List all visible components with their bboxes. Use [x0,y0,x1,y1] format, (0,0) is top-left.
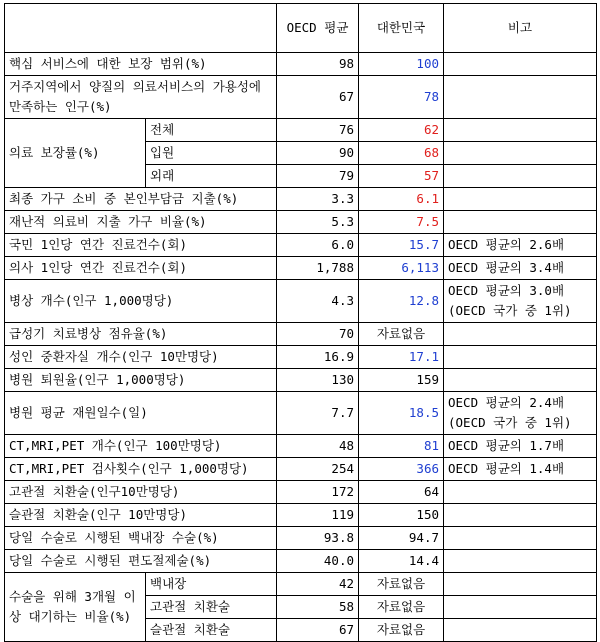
row-label: 거주지역에서 양질의 의료서비스의 가용성에 만족하는 인구(%) [5,76,277,119]
table-row [5,119,597,142]
sub-label: 외래 [146,165,277,188]
row-label: 고관절 치환술(인구10만명당) [5,481,277,504]
note-cell [444,53,597,76]
note-cell [444,323,597,346]
row-label: 병원 평균 재원일수(일) [5,392,277,435]
header-korea: 대한민국 [359,4,444,53]
note-cell [444,596,597,619]
header-row [5,4,597,53]
oecd-value: 70 [277,323,359,346]
oecd-value: 130 [277,369,359,392]
oecd-value: 7.7 [277,392,359,435]
note-cell [444,481,597,504]
table-row [5,481,597,504]
oecd-value: 4.3 [277,280,359,323]
oecd-value: 93.8 [277,527,359,550]
note-cell: OECD 평균의 1.4배 [444,458,597,481]
table-row [5,458,597,481]
row-label: 의사 1인당 연간 진료건수(회) [5,257,277,280]
korea-value: 6.1 [359,188,444,211]
table-row [5,53,597,76]
note-cell [444,142,597,165]
table-row [5,76,597,119]
row-label: 슬관절 치환술(인구 10만명당) [5,504,277,527]
note-cell [444,188,597,211]
oecd-korea-comparison-table [4,3,597,642]
oecd-value: 16.9 [277,346,359,369]
note-cell [444,527,597,550]
sub-label: 백내장 [146,573,277,596]
oecd-value: 48 [277,435,359,458]
table-row [5,211,597,234]
row-label: 병상 개수(인구 1,000명당) [5,280,277,323]
table-row [5,435,597,458]
table-row [5,188,597,211]
header-item [5,4,277,53]
table-row [5,392,597,435]
table-row [5,369,597,392]
korea-value: 78 [359,76,444,119]
note-cell: OECD 평균의 1.7배 [444,435,597,458]
row-label: 최종 가구 소비 중 본인부담금 지출(%) [5,188,277,211]
oecd-value: 58 [277,596,359,619]
oecd-value: 98 [277,53,359,76]
sub-label: 입원 [146,142,277,165]
oecd-value: 76 [277,119,359,142]
note-cell: OECD 평균의 2.6배 [444,234,597,257]
note-cell: OECD 평균의 2.4배 (OECD 국가 중 1위) [444,392,597,435]
korea-value: 100 [359,53,444,76]
note-cell [444,211,597,234]
table-row [5,346,597,369]
table-row [5,550,597,573]
header-oecd: OECD 평균 [277,4,359,53]
oecd-value: 6.0 [277,234,359,257]
row-label: 급성기 치료병상 점유율(%) [5,323,277,346]
oecd-value: 172 [277,481,359,504]
korea-value: 17.1 [359,346,444,369]
table-row [5,234,597,257]
header-note: 비고 [444,4,597,53]
table-row [5,527,597,550]
row-label: 국민 1인당 연간 진료건수(회) [5,234,277,257]
row-label: 재난적 의료비 지출 가구 비율(%) [5,211,277,234]
sub-label: 전체 [146,119,277,142]
table-row [5,504,597,527]
group-label: 수술을 위해 3개월 이상 대기하는 비율(%) [5,573,146,642]
oecd-value: 67 [277,619,359,642]
row-label: CT,MRI,PET 검사횟수(인구 1,000명당) [5,458,277,481]
oecd-value: 40.0 [277,550,359,573]
korea-value: 62 [359,119,444,142]
table-row [5,323,597,346]
oecd-value: 119 [277,504,359,527]
korea-value: 81 [359,435,444,458]
oecd-value: 67 [277,76,359,119]
korea-value: 366 [359,458,444,481]
oecd-value: 90 [277,142,359,165]
korea-value: 자료없음 [359,596,444,619]
row-label: CT,MRI,PET 개수(인구 100만명당) [5,435,277,458]
korea-value: 57 [359,165,444,188]
note-cell [444,550,597,573]
oecd-value: 5.3 [277,211,359,234]
korea-value: 자료없음 [359,323,444,346]
korea-value: 12.8 [359,280,444,323]
korea-value: 자료없음 [359,573,444,596]
korea-value: 15.7 [359,234,444,257]
row-label: 당일 수술로 시행된 백내장 수술(%) [5,527,277,550]
note-cell: OECD 평균의 3.0배 (OECD 국가 중 1위) [444,280,597,323]
note-cell [444,369,597,392]
oecd-value: 1,788 [277,257,359,280]
note-cell [444,504,597,527]
korea-value: 자료없음 [359,619,444,642]
row-label: 병원 퇴원율(인구 1,000명당) [5,369,277,392]
note-cell [444,619,597,642]
note-cell [444,573,597,596]
oecd-value: 254 [277,458,359,481]
korea-value: 68 [359,142,444,165]
row-label: 성인 중환자실 개수(인구 10만명당) [5,346,277,369]
sub-label: 슬관절 치환술 [146,619,277,642]
oecd-value: 79 [277,165,359,188]
korea-value: 150 [359,504,444,527]
row-label: 핵심 서비스에 대한 보장 범위(%) [5,53,277,76]
note-cell: OECD 평균의 3.4배 [444,257,597,280]
note-cell [444,346,597,369]
sub-label: 고관절 치환술 [146,596,277,619]
note-cell [444,76,597,119]
oecd-value: 3.3 [277,188,359,211]
korea-value: 94.7 [359,527,444,550]
table-row [5,257,597,280]
table-row [5,280,597,323]
korea-value: 159 [359,369,444,392]
row-label: 당일 수술로 시행된 편도절제술(%) [5,550,277,573]
korea-value: 64 [359,481,444,504]
table-row [5,573,597,596]
note-cell [444,119,597,142]
korea-value: 6,113 [359,257,444,280]
note-cell [444,165,597,188]
group-label: 의료 보장률(%) [5,119,146,188]
korea-value: 14.4 [359,550,444,573]
korea-value: 7.5 [359,211,444,234]
oecd-value: 42 [277,573,359,596]
korea-value: 18.5 [359,392,444,435]
comparison-table-wrapper [4,3,597,642]
